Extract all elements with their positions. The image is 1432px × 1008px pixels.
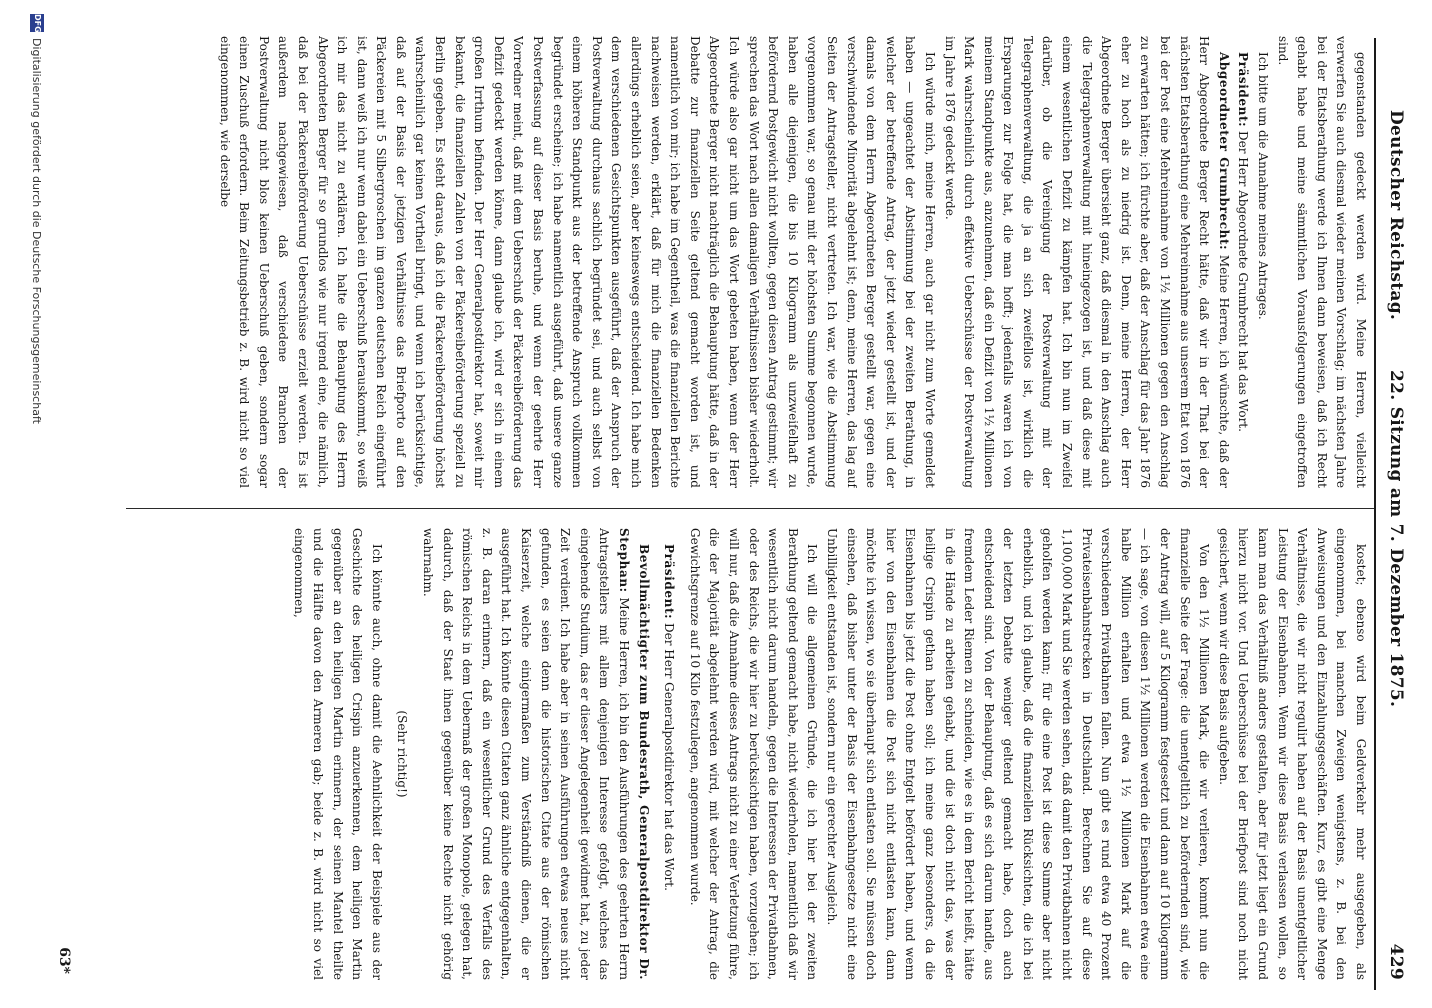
speaker-name: Präsident: — [1236, 52, 1251, 128]
session-date: 22. Sitzung am 7. Dezember 1875. — [1386, 370, 1406, 708]
paragraph — [418, 528, 653, 980]
paragraph-text: (Sehr richtig!) — [395, 710, 410, 798]
signature-mark: 63* — [56, 947, 72, 974]
page-header — [1382, 40, 1412, 990]
digitization-footer — [30, 14, 44, 424]
column-divider — [126, 508, 1374, 509]
paragraph-text: Ich würde mich, meine Herren, auch gar nicht zum Worte gemeldet haben — ungeachtet der Abstimmung bei der zweiten Berathung, in welcher der betreffende Antrag, der jetzt wieder gestellt ist, und der damals von dem Herrn Abgeordneten Berger gestellt war, gegen eine verschwindende Minorität abgelehnt ist; denn, meine Herren, das lag auf Seiten der Antragsteller, nicht vertreten. Ich war, wie die Abstimmung vorgenommen war, so genau mit der höchsten Summe begonnen wurde, haben alle diejenigen, die bis 10 Kilogramm als unzweifelhaft zu befördernd Postgewicht nicht wollten, gegen diesen Antrag gestimmt; wir sprechen das Wort nach allen damaligen Verhältnissen bisher wiederholt. Ich würde also gar nicht um das Wort gebeten haben, wenn der Herr Abgeordnete Berger nicht nachträglich die Behauptung hätte, daß in der Debatte zur finanziellen Seite geltend gemacht worden ist, und namentlich von mir; ich habe im Gegentheil, was die finanziellen Berichte nachweisen werden, erklärt, daß für mich die finanziellen Bedenken allerdings erheblich seien, aber keineswegs entscheidend. Ich habe mich dem verschiedenen Gesichtspunkten ausgeführt, daß der Anspruch der Postverwaltung durchaus sachlich begründet sei, und auch selbst von einem höheren Standpunkt aus der betreffende Anspruch vollkommen begründet erscheine; ich habe namentlich ausgeführt, daß unsere ganze Postverfassung auf dieser Basis beruhe, und wenn der geehrte Herr Vorredner meint, daß mit dem Ueberschuß der Päckereibeförderung das Defizit gedeckt werden könne, dann glaube ich, wird er sich in einem großen Irrthum befinden. Der Herr Generalpostdirektor hat, soweit mir bekannt, die finanziellen Zahlen von der Päckereibeförderung speziell zu Berlin gegeben. Es steht daraus, daß ich die Päckereibeförderung höchst wahrscheinlich gar keinen Vortheil bringt, und wenn ich berücksichtige, daß auf der Basis der jetzigen Verhältnisse das Briefporto auf den Päckereien mit 5 Silbergroschen im ganzen deutschen Reich eingeführt ist, dann weiß ich nur wenn dabei ein Ueberschuß herauskommt, so weiß ich mir das nicht zu erklären. Ich halte die Behauptung des Herrn Abgeordneten Berger für so grundlos wie nur irgend eine, die nämlich, daß bei der Päckereibeförderung Ueberschüsse erzielt werden. Es ist außerdem nachgewiesen, daß verschiedene Branchen der Postverwaltung nicht blos keinen Ueberschuß geben, sondern sogar einen Zuschuß erfordern. Beim Zeitungsbetrieb z. B. wird nicht so viel eingenommen, wie derselbe — [217, 36, 937, 488]
paragraph — [684, 528, 821, 980]
paragraph-text: Meine Herren, ich bin den Ausführungen des geehrten Herrn Antragstellers mit allem denjenigen Interesse gefolgt, welches das eingehende Studium, das er dieser Angelegenheit gewidmet hat, zu jeder Zeit verdient. Ich habe aber in seinen Ausführungen etwas neues nicht gefunden, es seien denn die historischen Citate aus der römischen Kaiserzeit, welche einigermaßen zum Verständniß dienen, die er ausgeführt hat. Ich könnte diesen Citaten ganz ähnliche entgegenhalten, z. B. daran erinnern, daß ein wesentlicher Grund des Verfalls des römischen Reichs in dem Uebermaß der großen Monopole, gelegen hat, dadurch, daß der Staat ihnen gegenüber keine Rechte nicht gehörig wahrnahm. — [421, 528, 632, 980]
left-column — [120, 36, 1370, 488]
paragraph-text: Ich könnte auch, ohne damit die Aehnlichkeit der Beispiele aus der Geschichte des heiligen Crispin anzuerkennen, dem heiligen Martin gegenüber an den heiligen Martin erinnern, der seinen Mantel theilte und die Hälfte davon den Armeren gab; beide z. B. wird nicht so viel eingenommen, — [291, 528, 384, 980]
paragraph — [288, 528, 386, 980]
paragraph-text: Von den 1½ Millionen Mark, die wir verlieren, kommt nun die finanzielle Seite der Frage: die unentgeltlich zu befördernden sind, wie der Antrag will, auf 5 Kilogramm festgesetzt und dann auf 10 Kilogramm — ich sage, von diesen 1½ Millionen werden die Eisenbahnen etwa eine halbe Million erhalten und etwa 1½ Millionen Mark auf die verschiedenen Privatbahnen fallen. Nun gibt es rund etwa 40 Prozent Privateisenbahnstrecken in Deutschland. Berechnen Sie auf diese 1,100,000 Mark und Sie werden sehen, daß damit den Privatbahnen nicht geholfen werden kann; für die eine Post ist diese Summe aber nicht erheblich, und ich glaube, daß die finanziellen Rücksichten, die ich bei der letzten Debatte weniger geltend gemacht habe, doch auch entscheidend sind. Von der Behauptung, daß es sich darum handle, aus fremdem Leder Riemen zu schneiden, wie es in dem Bericht heißt, hätte in die Hände zu arbeiten gehabt, und die ist doch nicht das, was der heilige Crispin gethan haben soll; ich meine ganz besonders, da die Eisenbahnen bis jetzt die Post ohne Entgelt befördert haben, und wenn hier von den Eisenbahnen die Post sich nicht entlasten kann, dann möchte ich wissen, wo sie überhaupt sich entlasten soll. Sie müssen doch einsehen, daß bisher unter der Basis der Eisenbahngesetze nicht eine Unbilligkeit entstanden ist, sondern nur ein gerechter Ausgleich. — [824, 528, 1212, 980]
paragraph-text: Ich bitte um die Annahme meines Antrages. — [1256, 52, 1271, 320]
paragraph-text: Ich will die allgemeinen Gründe, die ich hier bei der zweiten Berathung geltend gemacht habe, nicht wiederholen, namentlich daß wir wesentlich nicht darum handeln, gegen die Interessen der Privatbahnen, oder des Reichs, die wir hier zu berücksichtigen haben, vorzugehen; ich will nur, daß die Annahme dieses Antrags nicht zu einer Verletzung führe, die der Majorität abgelehnt werden wird, mit welcher der Antrag, die Gewichtsgrenze auf 10 Kilo festzulegen, angenommen wurde. — [687, 528, 820, 980]
footer-text: Digitalisierung gefördert durch die Deutsche Forschungsgemeinschaft — [30, 38, 44, 424]
speaker-name: Bevollmächtigter zum Bundesrath, Generalpostdirektor Dr. Stephan: — [617, 528, 651, 980]
paragraph — [1272, 36, 1370, 488]
paragraph-text: Meine Herren, ich wünschte, daß der Herr Abgeordnete Berger Recht hätte, daß wir in der That bei der nächsten Etatsberathung eine Mehreinnahme aus unserem Etat von 1876 bei der Post eine Mehreinnahme von 1½ Millionen gegen den Anschlag zu erwarten hätten; ich fürchte aber, daß der Anschlag für das Jahr 1876 eher zu hoch als zu niedrig ist. Denn, meine Herren, der Herr Abgeordnete Berger übersieht ganz, daß diesmal in den Anschlag auch die Telegraphenverwaltung mit hineingezogen ist, und daß diese mit einem wesentlichen Defizit zu kämpfen hat. Ich bin nun im Zweifel darüber, ob die Vereinigung der Postverwaltung mit der Telegraphenverwaltung, die ja an sich zweifellos ist, wirklich die Ersparungen zur Folge hat, die man hofft; jedenfalls waren ich von meinem Standpunkte aus, anzunehmen, daß ein Defizit von 1½ Millionen Mark wahrscheinlich durch effektive Ueberschüsse der Postverwaltung im Jahre 1876 gedeckt werde. — [942, 36, 1231, 488]
paragraph — [821, 528, 1213, 980]
document-page — [26, 8, 1416, 1008]
paragraph-text: Der Herr Abgeordnete Grumbrecht hat das Wort. — [1236, 127, 1251, 432]
speaker-name: Abgeordneter Grumbrecht: — [1216, 52, 1231, 251]
paragraph — [659, 528, 679, 980]
paragraph-text: Der Herr Generalpostdirektor hat das Wort. — [662, 619, 677, 891]
paragraph — [214, 36, 939, 488]
right-column — [50, 528, 1370, 980]
paragraph — [1252, 36, 1272, 488]
dfg-logo-icon: DFG — [30, 14, 44, 32]
paragraph-text: kostet; ebenso wird beim Geldverkehr mehr ausgegeben, als eingenommen, bei manchen Zweigen wenigstens, z. B. bei den Anweisungen und den Einzahlungsgeschäften. Kurz, es gibt eine Menge Verhältnisse, die wir nicht regulirt haben auf der Basis unentgeltlicher Leistung der Eisenbahnen. Wenn wir diese Basis verlassen wollen, so kann man das Verhältniß anders gestalten, aber für jetzt liegt ein Grund hierzu nicht vor. Und Ueberschüsse bei der Briefpost sind noch nicht gesichert, wenn wir diese Basis aufgeben. — [1216, 528, 1368, 980]
page-number: 429 — [1386, 943, 1406, 980]
paragraph — [1233, 36, 1253, 488]
paragraph — [939, 36, 1233, 488]
journal-title: Deutscher Reichstag. — [1386, 110, 1406, 321]
paragraph — [1213, 528, 1370, 980]
header-rule — [1374, 38, 1376, 990]
paragraph — [392, 528, 412, 980]
speaker-name: Präsident: — [662, 544, 677, 620]
paragraph-text: gegenstanden gedeckt werden wird. Meine Herren, vielleicht verwerfen Sie auch diesmal wieder meinen Vorschlag; im nächsten Jahre bei der Etatsberathung werde ich Ihnen dann beweisen, daß ich Recht gehabt habe und meine sämmtlichen Vorausfolgerungen eingetroffen sind. — [1275, 36, 1368, 488]
